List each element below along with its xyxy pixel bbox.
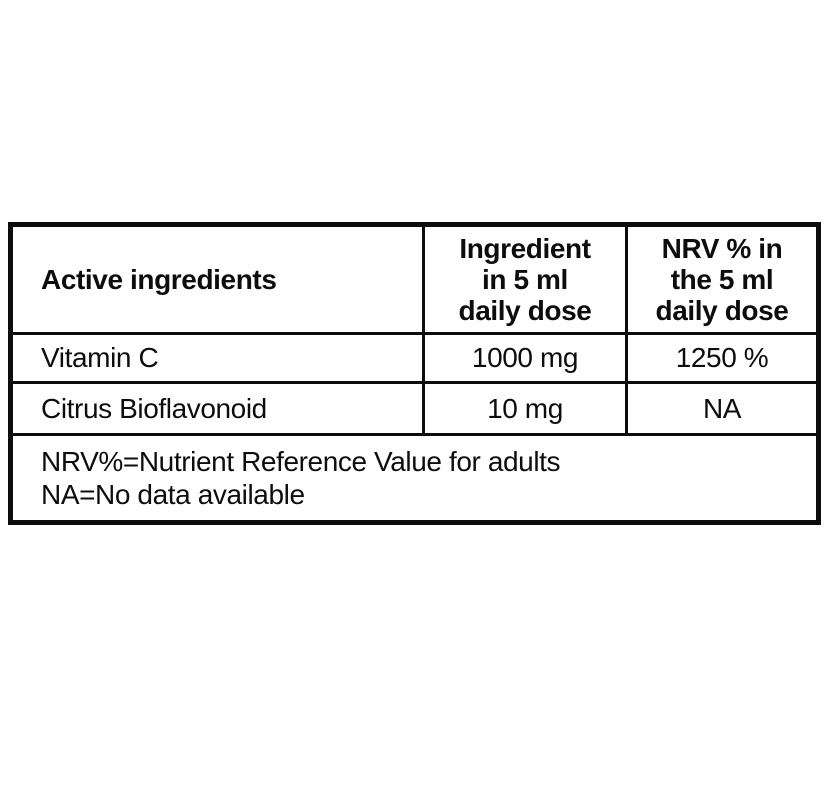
header-nrv-percent	[625, 227, 816, 332]
active-ingredients-table	[8, 222, 821, 525]
ingredient-amount: 1000 mg	[422, 335, 625, 381]
header-line: in 5 ml	[482, 264, 568, 295]
header-line: daily dose	[655, 295, 789, 326]
table-row-vitamin-c	[13, 335, 816, 384]
table-header-row	[13, 227, 816, 335]
header-line: NRV % in	[661, 233, 783, 264]
table-footnotes	[13, 436, 816, 520]
ingredient-name: Citrus Bioflavonoid	[41, 392, 267, 424]
table-row-citrus-bioflavonoid	[13, 384, 816, 436]
header-line: the 5 ml	[670, 264, 774, 295]
footnote-na-definition: NA=No data available	[41, 479, 305, 510]
header-line: Ingredient	[459, 233, 591, 264]
header-line: daily dose	[458, 295, 592, 326]
footnote-nrv-definition: NRV%=Nutrient Reference Value for adults	[41, 446, 561, 477]
ingredient-nrv: 1250 %	[625, 335, 816, 381]
header-active-ingredients: Active ingredients	[41, 264, 277, 295]
ingredient-nrv: NA	[625, 384, 816, 433]
header-ingredient-dose	[422, 227, 625, 332]
ingredient-amount: 10 mg	[422, 384, 625, 433]
ingredient-name: Vitamin C	[41, 342, 159, 373]
